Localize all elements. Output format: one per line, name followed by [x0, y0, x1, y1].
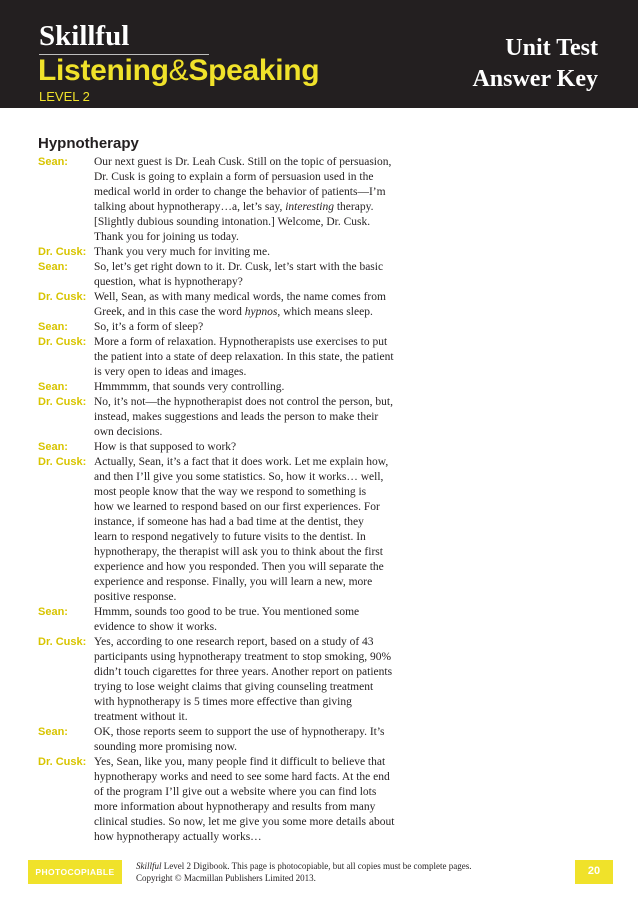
brand-listening-speaking	[38, 56, 319, 86]
speech-line: most people know that the way we respond to something is	[94, 486, 367, 498]
speaker-label: Dr. Cusk:	[38, 756, 87, 768]
footer-copyright: Copyright © Macmillan Publishers Limited 2013.	[136, 873, 316, 883]
speech-line: Actually, Sean, it’s a fact that it does work. Let me explain how,	[94, 456, 389, 468]
photocopiable-badge	[28, 860, 122, 884]
speech-line: positive response.	[94, 591, 177, 603]
speech-line: experience and response. Finally, you will learn a new, more	[94, 576, 373, 588]
speech-line: experience and how you responded. Then you will separate the	[94, 561, 384, 573]
speaker-label: Sean:	[38, 321, 68, 333]
speech-text	[94, 380, 408, 395]
speech-text	[94, 260, 408, 290]
speech-line: the patient into a state of deep relaxation. In this state, the patient	[94, 351, 394, 363]
page-number-box	[575, 860, 613, 884]
transcript-turn	[38, 155, 408, 245]
speaker-label: Sean:	[38, 156, 68, 168]
speaker-label: Dr. Cusk:	[38, 246, 87, 258]
transcript	[38, 155, 408, 845]
speech-line: more information about hypnotherapy and results from many	[94, 801, 376, 813]
speech-line: hypnotherapy, the therapist will ask you to think about the first	[94, 546, 383, 558]
speech-line: OK, those reports seem to support the use of hypnotherapy. It’s	[94, 726, 385, 738]
speech-line: question, what is hypnotherapy?	[94, 276, 243, 288]
speech-line: Well, Sean, as with many medical words, the name comes from	[94, 291, 386, 303]
speech-line: participants using hypnotherapy treatment to stop smoking, 90%	[94, 651, 392, 663]
speaker-label: Dr. Cusk:	[38, 336, 87, 348]
speech-line: sounding more promising now.	[94, 741, 237, 753]
transcript-turn	[38, 380, 408, 395]
speech-line: Dr. Cusk is going to explain a form of persuasion used in the	[94, 171, 374, 183]
speech-line: didn’t touch cigarettes for three years. Another report on patients	[94, 666, 393, 678]
footer-note-line1	[136, 860, 472, 872]
speech-text	[94, 155, 408, 245]
speech-line: Yes, according to one research report, based on a study of 43	[94, 636, 374, 648]
footer-note	[136, 860, 472, 884]
speech-line: Our next guest is Dr. Leah Cusk. Still on the topic of persuasion,	[94, 156, 392, 168]
speech-line: treatment without it.	[94, 711, 188, 723]
speech-line: Hmmmmm, that sounds very controlling.	[94, 381, 285, 393]
speech-line: talking about hypnotherapy…a, let’s say, interesting therapy.	[94, 201, 374, 213]
speech-text	[94, 725, 408, 755]
brand-skillful: Skillful	[39, 20, 130, 52]
speech-line: [Slightly dubious sounding intonation.] Welcome, Dr. Cusk.	[94, 216, 371, 228]
speaker-label: Sean:	[38, 606, 68, 618]
brand-speaking: Speaking	[188, 54, 320, 87]
speech-line: Yes, Sean, like you, many people find it difficult to believe that	[94, 756, 386, 768]
brand-ampersand: &	[168, 54, 189, 87]
footer-note-text: Level 2 Digibook. This page is photocopiable, but all copies must be complete pages.	[161, 861, 472, 871]
speech-line: instance, if someone has had a bad time at the dentist, they	[94, 516, 364, 528]
speech-text	[94, 320, 408, 335]
speech-line: and then I’ll give you some statistics. So, how it works… well,	[94, 471, 384, 483]
speech-line: Thank you very much for inviting me.	[94, 246, 270, 258]
speech-text	[94, 245, 408, 260]
speech-line: hypnotherapy works and need to see some hard facts. At the end	[94, 771, 390, 783]
emphasis: interesting	[285, 201, 334, 213]
speaker-label: Sean:	[38, 441, 68, 453]
speech-text	[94, 335, 408, 380]
speech-line: More a form of relaxation. Hypnotherapists use exercises to put	[94, 336, 388, 348]
section-heading: Hypnotherapy	[38, 135, 139, 152]
transcript-turn	[38, 290, 408, 320]
speech-line: No, it’s not—the hypnotherapist does not control the person, but,	[94, 396, 393, 408]
speech-line: How is that supposed to work?	[94, 441, 237, 453]
brand-listening: Listening	[38, 54, 169, 87]
speech-line: trying to lose weight claims that giving counseling treatment	[94, 681, 374, 693]
speech-line: medical world in order to change the behavior of patients—I’m	[94, 186, 386, 198]
speaker-label: Dr. Cusk:	[38, 456, 87, 468]
speech-line: instead, makes suggestions and leads the person to make their	[94, 411, 379, 423]
speaker-label: Dr. Cusk:	[38, 636, 87, 648]
transcript-turn	[38, 440, 408, 455]
speech-line: how we learned to respond based on our first experiences. For	[94, 501, 380, 513]
speech-text	[94, 605, 408, 635]
transcript-turn	[38, 395, 408, 440]
transcript-turn	[38, 245, 408, 260]
speech-line: of the program I’ll give out a website where you can find lots	[94, 786, 377, 798]
footer-note-title: Skillful	[136, 861, 162, 871]
transcript-turn	[38, 335, 408, 380]
speech-line: learn to respond negatively to future visits to the dentist. In	[94, 531, 366, 543]
brand-level: LEVEL 2	[39, 89, 90, 104]
document-title-line1: Unit Test	[505, 35, 598, 61]
speaker-label: Dr. Cusk:	[38, 396, 87, 408]
speech-line: So, it’s a form of sleep?	[94, 321, 204, 333]
page-number: 20	[587, 865, 601, 877]
transcript-turn	[38, 455, 408, 605]
transcript-turn	[38, 260, 408, 290]
transcript-turn	[38, 755, 408, 845]
speech-text	[94, 395, 408, 440]
speech-line: own decisions.	[94, 426, 163, 438]
speech-line: Hmmm, sounds too good to be true. You mentioned some	[94, 606, 360, 618]
speech-line: So, let’s get right down to it. Dr. Cusk, let’s start with the basic	[94, 261, 384, 273]
speech-line: clinical studies. So now, let me give you some more details about	[94, 816, 395, 828]
transcript-turn	[38, 635, 408, 725]
speech-text	[94, 635, 408, 725]
speech-line: how hypnotherapy actually works…	[94, 831, 262, 843]
speaker-label: Sean:	[38, 261, 68, 273]
transcript-turn	[38, 605, 408, 635]
speech-text	[94, 290, 408, 320]
page-header	[0, 0, 638, 108]
speech-line: evidence to show it works.	[94, 621, 217, 633]
speaker-label: Sean:	[38, 381, 68, 393]
document-title	[472, 33, 598, 95]
transcript-turn	[38, 725, 408, 755]
speaker-label: Dr. Cusk:	[38, 291, 87, 303]
speech-line: Greek, and in this case the word hypnos, which means sleep.	[94, 306, 373, 318]
speech-text	[94, 755, 408, 845]
speech-line: with hypnotherapy is 5 times more effective than giving	[94, 696, 352, 708]
emphasis: hypnos	[244, 306, 278, 318]
speech-line: is very open to ideas and images.	[94, 366, 247, 378]
speech-line: Thank you for joining us today.	[94, 231, 239, 243]
speaker-label: Sean:	[38, 726, 68, 738]
transcript-turn	[38, 320, 408, 335]
document-title-line2: Answer Key	[472, 66, 598, 92]
speech-text	[94, 440, 408, 455]
photocopiable-label: PHOTOCOPIABLE	[35, 867, 115, 877]
speech-text	[94, 455, 408, 605]
